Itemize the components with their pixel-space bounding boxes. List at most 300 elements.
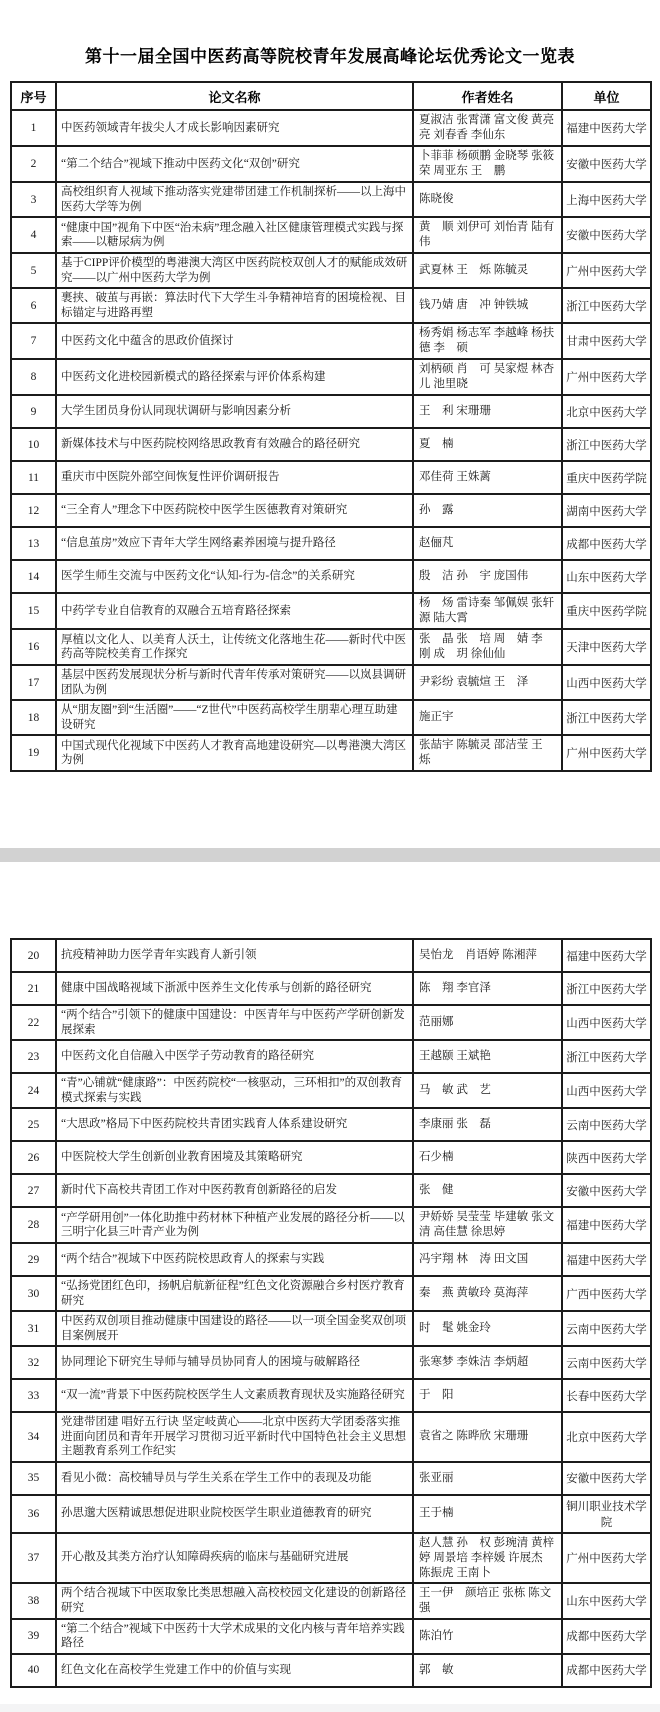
authors-cell <box>413 1533 562 1583</box>
paper-title-cell-text: 基层中医药发展现状分析与新时代青年传承对策研究——以岚县调研团队为例 <box>61 669 406 696</box>
unit-cell <box>562 1346 651 1379</box>
authors-cell-text: 石少楠 <box>419 1151 454 1163</box>
unit-cell-text: 成都中医药大学 <box>566 1665 647 1677</box>
paper-title-cell-text: 高校组织育人视域下推动落实党建带团建工作机制探析——以上海中医药大学等为例 <box>61 186 406 213</box>
unit-cell-text: 广州中医药大学 <box>566 748 647 760</box>
paper-title-cell-text: 抗疫精神助力医学青年实践育人新引领 <box>61 949 257 962</box>
unit-cell <box>562 1207 651 1243</box>
paper-title-cell-text: 厚植以文化人、以美育人沃土，让传统文化落地生花——新时代中医药高等院校美育工作探究 <box>61 633 406 660</box>
unit-cell <box>562 428 651 461</box>
table-row <box>11 1583 651 1619</box>
paper-title-cell <box>56 1073 413 1108</box>
paper-title-cell <box>56 1583 413 1619</box>
table-row <box>11 1207 651 1243</box>
unit-cell-text: 安徽中医药大学 <box>566 1185 647 1198</box>
table-row <box>11 665 651 700</box>
table-row <box>11 359 651 395</box>
paper-title-cell-text: 新媒体技术与中医药院校网络思政教育有效融合的路径研究 <box>61 438 360 451</box>
row-number-cell-text: 32 <box>27 1356 40 1369</box>
paper-title-cell <box>56 1040 413 1073</box>
unit-cell-text: 陕西中医药大学 <box>566 1152 647 1165</box>
authors-cell <box>413 1379 562 1412</box>
unit-cell <box>562 1533 651 1583</box>
paper-title-cell <box>56 253 413 288</box>
table-row <box>11 146 651 182</box>
unit-cell-text: 福建中医药大学 <box>566 950 647 963</box>
table-row <box>11 1073 651 1108</box>
unit-cell <box>562 1379 651 1412</box>
table-row <box>11 1346 651 1379</box>
page-2 <box>0 862 660 1704</box>
authors-cell-text: 孙 露 <box>419 504 454 516</box>
paper-title-cell-text: “产学研用创”一体化助推中药材林下种植产业发展的路径分析——以三明宁化县三叶青产业为例 <box>61 1211 405 1238</box>
papers-table-page-2 <box>10 938 652 1688</box>
row-number-cell-text: 6 <box>30 299 37 312</box>
paper-title-cell <box>56 1654 413 1687</box>
paper-title-cell-text: 中医药文化中蕴含的思政价值探讨 <box>61 334 234 347</box>
table-row <box>11 560 651 593</box>
unit-cell <box>562 1495 651 1533</box>
row-number-cell <box>11 217 56 253</box>
unit-cell-text: 云南中医药大学 <box>566 1119 647 1132</box>
row-number-cell <box>11 461 56 494</box>
unit-cell-text: 山西中医药大学 <box>566 1085 647 1098</box>
authors-cell <box>413 735 562 771</box>
authors-cell-text: 冯宇翔 林 涛 田文国 <box>419 1253 529 1265</box>
table-row <box>11 629 651 665</box>
row-number-cell <box>11 494 56 527</box>
row-number-cell <box>11 972 56 1005</box>
table-row <box>11 1174 651 1207</box>
paper-title-cell-text: “三全育人”理念下中医药院校中医学生医德教育对策研究 <box>61 504 348 517</box>
authors-cell <box>413 1654 562 1687</box>
paper-title-cell <box>56 527 413 560</box>
row-number-cell-text: 34 <box>27 1430 40 1443</box>
row-number-cell <box>11 939 56 972</box>
row-number-cell-text: 7 <box>30 335 37 347</box>
paper-title-cell <box>56 494 413 527</box>
paper-title-cell <box>56 146 413 182</box>
paper-title-cell <box>56 735 413 771</box>
table-row <box>11 593 651 629</box>
page-title: 第十一届全国中医药高等院校青年发展高峰论坛优秀论文一览表 <box>85 47 575 66</box>
paper-title-cell-text: 中药学专业自信教育的双融合五培育路径探索 <box>61 604 291 617</box>
row-number-cell-text: 37 <box>27 1551 40 1564</box>
authors-cell <box>413 629 562 665</box>
authors-cell-text: 夏 楠 <box>419 438 454 450</box>
authors-cell-text: 王越颐 王斌艳 <box>419 1050 491 1062</box>
authors-cell-text: 赵俪芃 <box>419 537 454 549</box>
header-col-authors: 作者姓名 <box>413 82 562 110</box>
row-number-cell-text: 17 <box>27 676 40 689</box>
table-row <box>11 1533 651 1583</box>
row-number-cell-text: 31 <box>27 1322 40 1335</box>
unit-cell-text: 成都中医药大学 <box>566 538 647 551</box>
paper-title-cell <box>56 972 413 1005</box>
paper-title-cell-text: “信息茧房”效应下青年大学生网络素养困境与提升路径 <box>61 537 336 550</box>
row-number-cell-text: 21 <box>27 982 40 995</box>
unit-cell <box>562 1108 651 1141</box>
unit-cell-text: 天津中医药大学 <box>566 642 647 654</box>
row-number-cell-text: 8 <box>30 371 37 383</box>
table-row <box>11 1005 651 1040</box>
row-number-cell <box>11 1243 56 1276</box>
table-row <box>11 700 651 735</box>
authors-cell-text: 马 敏 武 艺 <box>419 1084 491 1096</box>
paper-title-cell-text: “第二个结合”视域下推动中医药文化“双创”研究 <box>61 157 300 170</box>
unit-cell-text: 福建中医药大学 <box>566 123 647 135</box>
authors-cell <box>413 1276 562 1311</box>
paper-title-cell-text: 红色文化在高校学生党建工作中的价值与实现 <box>61 1663 291 1676</box>
authors-cell <box>413 1462 562 1495</box>
authors-cell-text: 王于楠 <box>419 1507 454 1519</box>
row-number-cell-text: 20 <box>27 949 40 962</box>
authors-cell-text: 时 髦 姚金玲 <box>419 1322 491 1334</box>
unit-cell <box>562 527 651 560</box>
authors-cell-text: 施正宇 <box>419 711 454 723</box>
paper-title-cell-text: 健康中国战略视域下浙派中医养生文化传承与创新的路径研究 <box>61 982 372 995</box>
authors-cell <box>413 1495 562 1533</box>
row-number-cell <box>11 323 56 359</box>
row-number-cell-text: 11 <box>27 471 40 484</box>
authors-cell <box>413 527 562 560</box>
unit-cell <box>562 939 651 972</box>
authors-cell-text: 杨 炀 雷诗秦 邹佩娱 张轩源 陆大霄 <box>419 597 555 624</box>
row-number-cell <box>11 146 56 182</box>
authors-cell <box>413 665 562 700</box>
authors-cell-text: 秦 燕 黄敏玲 莫海萍 <box>419 1287 529 1299</box>
row-number-cell-text: 15 <box>27 605 40 617</box>
paper-title-cell <box>56 461 413 494</box>
authors-cell-text: 陈晓俊 <box>419 193 454 205</box>
paper-title-cell-text: 新时代下高校共青团工作对中医药教育创新路径的启发 <box>61 1184 337 1197</box>
row-number-cell <box>11 1462 56 1495</box>
table-row <box>11 395 651 428</box>
paper-title-cell <box>56 1243 413 1276</box>
authors-cell-text: 李康丽 张 磊 <box>419 1118 491 1130</box>
paper-title-cell <box>56 217 413 253</box>
authors-cell <box>413 939 562 972</box>
authors-cell <box>413 1583 562 1619</box>
paper-title-cell <box>56 1533 413 1583</box>
row-number-cell <box>11 527 56 560</box>
authors-cell-text: 郭 敏 <box>419 1663 454 1676</box>
authors-cell-text: 尹彩纷 袁毓煊 王 泽 <box>419 676 529 688</box>
unit-cell <box>562 1141 651 1174</box>
authors-cell-text: 袁省之 陈晔欣 宋珊珊 <box>419 1430 529 1443</box>
unit-cell <box>562 1654 651 1687</box>
unit-cell-text: 铜川职业技术学院 <box>566 1500 647 1529</box>
row-number-cell <box>11 1073 56 1108</box>
authors-cell <box>413 428 562 461</box>
paper-title-cell <box>56 1379 413 1412</box>
authors-cell <box>413 1243 562 1276</box>
row-number-cell <box>11 428 56 461</box>
authors-cell-text: 张寒梦 李姝洁 李炳超 <box>419 1356 529 1368</box>
authors-cell-text: 卜菲菲 杨硕鹏 金晓琴 张筱荣 周亚东 王 鹏 <box>419 150 555 177</box>
papers-table-page-1 <box>10 81 652 772</box>
unit-cell <box>562 1073 651 1108</box>
row-number-cell <box>11 253 56 288</box>
row-number-cell-text: 27 <box>27 1184 40 1197</box>
row-number-cell <box>11 1311 56 1346</box>
header-row <box>11 82 651 110</box>
highlighted-row <box>11 1276 651 1311</box>
unit-cell-text: 广州中医药大学 <box>566 1552 647 1565</box>
paper-title-cell-text: 中医药领域青年拔尖人才成长影响因素研究 <box>61 121 280 134</box>
unit-cell <box>562 593 651 629</box>
row-number-cell-text: 19 <box>27 747 40 759</box>
paper-title-cell-text: 党建带团建 唱好五行诀 坚定岐黄心——北京中医药大学团委落实推进面向团员和青年开展学习贯彻习近平新时代中国特色社会主义思想主题教育系列工作纪实 <box>61 1416 406 1457</box>
paper-title-cell-text: 中医药文化自信融入中医学子劳动教育的路径研究 <box>61 1050 314 1063</box>
table-row <box>11 428 651 461</box>
paper-title-cell <box>56 593 413 629</box>
unit-cell <box>562 1462 651 1495</box>
row-number-cell-text: 14 <box>27 570 40 583</box>
authors-cell <box>413 593 562 629</box>
unit-cell <box>562 735 651 771</box>
row-number-cell <box>11 560 56 593</box>
header-col-number: 序号 <box>11 82 56 110</box>
row-number-cell-text: 1 <box>30 122 37 134</box>
unit-cell-text: 山东中医药大学 <box>566 1595 647 1608</box>
authors-cell-text: 武夏林 王 烁 陈毓灵 <box>419 264 529 276</box>
unit-cell <box>562 359 651 395</box>
paper-title-cell <box>56 1276 413 1311</box>
paper-title-cell-text: “双一流”背景下中医药院校医学生人文素质教育现状及实施路径研究 <box>61 1389 405 1402</box>
unit-cell <box>562 288 651 323</box>
table-row <box>11 110 651 146</box>
paper-title-cell-text: 中国式现代化视域下中医药人才教育高地建设研究—以粤港澳大湾区为例 <box>61 739 406 766</box>
paper-title-cell-text: 协同理论下研究生导师与辅导员协同育人的困境与破解路径 <box>61 1356 360 1369</box>
unit-cell <box>562 1583 651 1619</box>
unit-cell-text: 上海中医药大学 <box>566 194 647 207</box>
unit-cell-text: 浙江中医药大学 <box>566 300 647 313</box>
row-number-cell <box>11 395 56 428</box>
authors-cell <box>413 288 562 323</box>
row-number-cell-text: 22 <box>27 1016 40 1029</box>
paper-title-cell-text: 开心散及其类方治疗认知障碍疾病的临床与基础研究进展 <box>61 1551 349 1564</box>
authors-cell <box>413 359 562 395</box>
table-row <box>11 1412 651 1462</box>
unit-cell <box>562 395 651 428</box>
unit-cell-text: 浙江中医药大学 <box>566 439 647 452</box>
paper-title-cell-text: “大思政”格局下中医药院校共青团实践育人体系建设研究 <box>61 1118 348 1131</box>
paper-title-cell <box>56 1346 413 1379</box>
authors-cell-text: 尹娇娇 吴莹莹 毕建敏 张文清 高佳慧 徐思婷 <box>419 1211 555 1238</box>
row-number-cell-text: 9 <box>30 405 37 418</box>
table-row <box>11 527 651 560</box>
table-row <box>11 1040 651 1073</box>
unit-cell-text: 成都中医药大学 <box>566 1631 647 1643</box>
authors-cell-text: 陈泊竹 <box>419 1629 454 1642</box>
row-number-cell-text: 23 <box>27 1050 40 1063</box>
unit-cell <box>562 1243 651 1276</box>
row-number-cell-text: 18 <box>27 711 40 724</box>
table-row <box>11 1108 651 1141</box>
table-row <box>11 1462 651 1495</box>
paper-title-cell-text: 医学生师生交流与中医药文化“认知-行为-信念”的关系研究 <box>61 570 355 583</box>
authors-cell-text: 邓佳荷 王姝蓠 <box>419 471 491 483</box>
authors-cell-text: 范丽娜 <box>419 1016 454 1028</box>
authors-cell-text: 赵人慧 孙 权 彭琬清 黄梓婷 周景培 李梓媛 许展杰 陈振虎 王南卜 <box>419 1536 555 1579</box>
table-row <box>11 972 651 1005</box>
table-row <box>11 288 651 323</box>
row-number-cell <box>11 110 56 146</box>
table-row <box>11 182 651 217</box>
authors-cell-text: 张亚丽 <box>419 1471 454 1484</box>
unit-cell <box>562 461 651 494</box>
table-row <box>11 1243 651 1276</box>
row-number-cell <box>11 665 56 700</box>
paper-title-cell-text: 看见小微：高校辅导员与学生关系在学生工作中的表现及功能 <box>61 1471 372 1484</box>
row-number-cell-text: 2 <box>30 158 37 170</box>
row-number-cell <box>11 1005 56 1040</box>
authors-cell <box>413 1619 562 1654</box>
authors-cell <box>413 1141 562 1174</box>
row-number-cell <box>11 1276 56 1311</box>
paper-title-cell <box>56 1462 413 1495</box>
authors-cell <box>413 560 562 593</box>
authors-cell <box>413 1207 562 1243</box>
page-1 <box>0 0 660 848</box>
row-number-cell <box>11 1654 56 1687</box>
authors-cell <box>413 972 562 1005</box>
authors-cell-text: 殷 洁 孙 宇 庞国伟 <box>419 570 529 582</box>
authors-cell <box>413 217 562 253</box>
unit-cell <box>562 1040 651 1073</box>
table-row <box>11 1141 651 1174</box>
unit-cell <box>562 1005 651 1040</box>
unit-cell-text: 北京中医药大学 <box>566 406 647 419</box>
authors-cell-text: 杨秀娟 杨志军 李越峰 杨扶德 李 硕 <box>419 327 555 354</box>
authors-cell <box>413 1311 562 1346</box>
authors-cell <box>413 1108 562 1141</box>
row-number-cell-text: 33 <box>27 1389 40 1402</box>
header-col-title: 论文名称 <box>56 82 413 110</box>
row-number-cell <box>11 1108 56 1141</box>
authors-cell-text: 张 健 <box>419 1184 454 1196</box>
unit-cell-text: 湖南中医药大学 <box>566 505 647 518</box>
unit-cell-text: 长春中医药大学 <box>566 1390 647 1403</box>
unit-cell <box>562 1619 651 1654</box>
authors-cell-text: 刘柄硕 肖 可 吴家煜 林杏儿 池里晓 <box>419 363 555 390</box>
unit-cell <box>562 700 651 735</box>
row-number-cell <box>11 1174 56 1207</box>
authors-cell <box>413 182 562 217</box>
unit-cell-text: 广西中医药大学 <box>566 1288 647 1301</box>
paper-title-cell <box>56 428 413 461</box>
authors-cell <box>413 323 562 359</box>
row-number-cell-text: 29 <box>27 1253 40 1266</box>
table-row <box>11 217 651 253</box>
row-number-cell-text: 10 <box>27 438 40 451</box>
paper-title-cell <box>56 1141 413 1174</box>
row-number-cell-text: 12 <box>27 504 40 517</box>
row-number-cell <box>11 1040 56 1073</box>
authors-cell-text: 王 利 宋珊珊 <box>419 405 491 417</box>
unit-cell <box>562 1311 651 1346</box>
row-number-cell <box>11 1141 56 1174</box>
row-number-cell-text: 36 <box>27 1507 40 1520</box>
table-row <box>11 1495 651 1533</box>
unit-cell <box>562 1174 651 1207</box>
unit-cell <box>562 665 651 700</box>
paper-title-cell-text: 基于CIPP评价模型的粤港澳大湾区中医药院校双创人才的赋能成效研究——以广州中医药大学为例 <box>61 257 408 284</box>
unit-cell <box>562 217 651 253</box>
row-number-cell-text: 28 <box>27 1219 40 1231</box>
paper-title-cell <box>56 1207 413 1243</box>
paper-title-cell <box>56 939 413 972</box>
unit-cell-text: 山西中医药大学 <box>566 677 647 690</box>
table-row <box>11 461 651 494</box>
row-number-cell-text: 38 <box>27 1594 40 1607</box>
paper-title-cell <box>56 288 413 323</box>
paper-title-cell-text: 两个结合视域下中医取象比类思想融入高校校园文化建设的创新路径研究 <box>61 1587 406 1614</box>
row-number-cell <box>11 1583 56 1619</box>
authors-cell <box>413 1040 562 1073</box>
paper-title-cell <box>56 182 413 217</box>
table-row <box>11 1619 651 1654</box>
unit-cell <box>562 110 651 146</box>
unit-cell-text: 福建中医药大学 <box>566 1220 647 1232</box>
unit-cell-text: 安徽中医药大学 <box>566 1473 647 1485</box>
unit-cell <box>562 253 651 288</box>
paper-title-cell <box>56 665 413 700</box>
authors-cell <box>413 395 562 428</box>
unit-cell-text: 安徽中医药大学 <box>566 159 647 171</box>
unit-cell <box>562 182 651 217</box>
authors-cell-text: 王一伊 颜培正 张栋 陈文强 <box>419 1586 552 1614</box>
authors-cell <box>413 1346 562 1379</box>
authors-cell-text: 黄 顺 刘伊可 刘怡青 陆有伟 <box>419 221 555 248</box>
row-number-cell <box>11 593 56 629</box>
paper-title-cell <box>56 1108 413 1141</box>
paper-title-cell-text: 裹挟、破茧与再嵌：算法时代下大学生斗争精神培育的困境检视、目标锚定与进路再塑 <box>61 292 406 319</box>
row-number-cell-text: 4 <box>30 229 37 241</box>
paper-title-cell-text: 孙思邈大医精诚思想促进职业院校医学生职业道德教育的研究 <box>61 1507 372 1520</box>
unit-cell <box>562 323 651 359</box>
authors-cell <box>413 1174 562 1207</box>
page-separator <box>0 848 660 862</box>
unit-cell-text: 甘肃中医药大学 <box>566 336 647 348</box>
paper-title-cell-text: “两个结合”引领下的健康中国建设：中医青年与中医药产学研创新发展探索 <box>61 1009 405 1036</box>
unit-cell <box>562 629 651 665</box>
unit-cell <box>562 1276 651 1311</box>
unit-cell-text: 云南中医药大学 <box>566 1357 647 1370</box>
table-row <box>11 494 651 527</box>
unit-cell-text: 浙江中医药大学 <box>566 1051 647 1064</box>
row-number-cell-text: 26 <box>27 1151 40 1164</box>
paper-title-cell <box>56 700 413 735</box>
paper-title-cell <box>56 359 413 395</box>
row-number-cell <box>11 182 56 217</box>
paper-title-cell-text: “青”心铺就“健康路”：中医药院校“一核驱动，三环相扣”的双创教育模式探索与实践 <box>61 1077 403 1104</box>
authors-cell <box>413 1073 562 1108</box>
unit-cell-text: 安徽中医药大学 <box>566 230 647 242</box>
row-number-cell <box>11 1207 56 1243</box>
unit-cell-text: 重庆中医药学院 <box>566 606 647 618</box>
authors-cell <box>413 253 562 288</box>
row-number-cell <box>11 1495 56 1533</box>
unit-cell-text: 山东中医药大学 <box>566 571 647 584</box>
unit-cell <box>562 972 651 1005</box>
row-number-cell-text: 40 <box>27 1664 40 1676</box>
authors-cell-text: 于 阳 <box>419 1389 454 1401</box>
paper-title-cell <box>56 1311 413 1346</box>
authors-cell-text: 夏淑洁 张霄潇 富文俊 黄亮亮 刘春香 李仙东 <box>419 114 555 141</box>
table-row <box>11 735 651 771</box>
